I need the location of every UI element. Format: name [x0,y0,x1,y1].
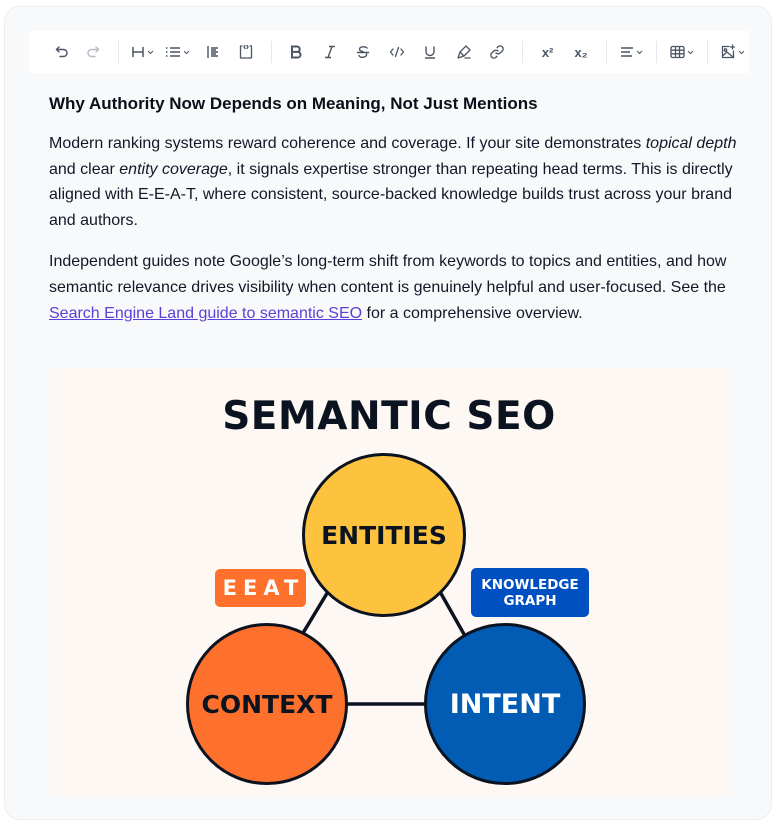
chevron-down-icon [183,50,190,55]
editor-card [4,6,772,820]
table-dropdown[interactable] [665,38,698,66]
underline-button[interactable] [414,38,447,66]
add-image-icon [720,44,736,60]
text-run: Modern ranking systems reward coherence and coverage. If your site demonstrates [49,135,646,152]
subscript-icon: x₂ [574,44,588,60]
italic-text: entity coverage [119,160,228,178]
align-dropdown[interactable] [615,38,648,66]
strikethrough-button[interactable] [347,38,380,66]
badge-line: GRAPH [503,592,557,609]
align-left-icon [620,46,634,58]
toolbar-divider [271,41,272,63]
underline-icon [423,45,437,59]
infographic-title: SEMANTIC SEO [222,394,556,439]
badge-line: KNOWLEDGE [481,576,579,593]
code-block-icon [238,44,254,60]
bold-button[interactable] [280,38,313,66]
link-button[interactable] [480,38,513,66]
superscript-button[interactable] [531,38,564,66]
context-node: CONTEXT [186,623,348,785]
italic-icon [323,45,337,59]
toolbar-divider [656,41,657,63]
heading-icon [131,45,145,59]
italic-button[interactable] [313,38,346,66]
redo-icon [85,44,101,60]
blockquote-icon [206,45,220,59]
code-block-button[interactable] [229,38,262,66]
eeat-badge: EEAT [215,569,306,607]
bold-icon [289,45,303,59]
italic-text: topical depth [645,135,737,152]
editor-content[interactable] [49,91,739,326]
paragraph-2 [49,249,739,326]
article-heading: Why Authority Now Depends on Meaning, Not Just Mentions [49,94,538,113]
entities-node: ENTITIES [302,453,466,617]
highlighter-icon [456,44,472,60]
blockquote-button[interactable] [196,38,229,66]
semantic-seo-infographic[interactable] [49,368,729,796]
undo-button[interactable] [47,38,77,66]
superscript-icon: x² [541,44,554,60]
list-dropdown[interactable] [158,38,195,66]
redo-button[interactable] [77,38,110,66]
toolbar-divider [606,41,607,63]
code-button[interactable] [380,38,413,66]
editor-toolbar [29,31,749,73]
text-run: for a comprehensive overview. [362,304,583,322]
text-run: Independent guides note Google’s long-term shift from keywords to topics and entities, and how semantic relevance drives visibility when content is genuinely helpful and user-focused. See the [49,253,727,296]
toolbar-divider [707,41,708,63]
semantic-seo-guide-link[interactable]: Search Engine Land guide to semantic SEO [49,304,363,322]
undo-icon [54,44,70,60]
toolbar-divider [522,41,523,63]
bullet-list-icon [165,45,181,59]
chevron-down-icon [687,50,694,55]
chevron-down-icon [147,50,154,55]
heading-dropdown[interactable] [127,38,158,66]
text-run: and clear [49,160,120,178]
table-icon [670,45,685,59]
chevron-down-icon [636,50,643,55]
highlight-button[interactable] [447,38,480,66]
intent-node: INTENT [424,623,586,785]
subscript-button[interactable] [564,38,597,66]
code-icon [389,45,405,59]
knowledge-graph-badge [471,568,589,617]
toolbar-divider [118,41,119,63]
strikethrough-icon [356,45,370,59]
paragraph-1 [49,131,739,233]
link-icon [489,44,505,60]
image-dropdown[interactable] [716,38,749,66]
text-run: , it signals expertise stronger than repeating head terms. This is directly aligned with E-E-A-T, where consistent, source-backed knowledge builds trust across your brand and authors. [49,160,733,229]
chevron-down-icon [738,50,745,55]
